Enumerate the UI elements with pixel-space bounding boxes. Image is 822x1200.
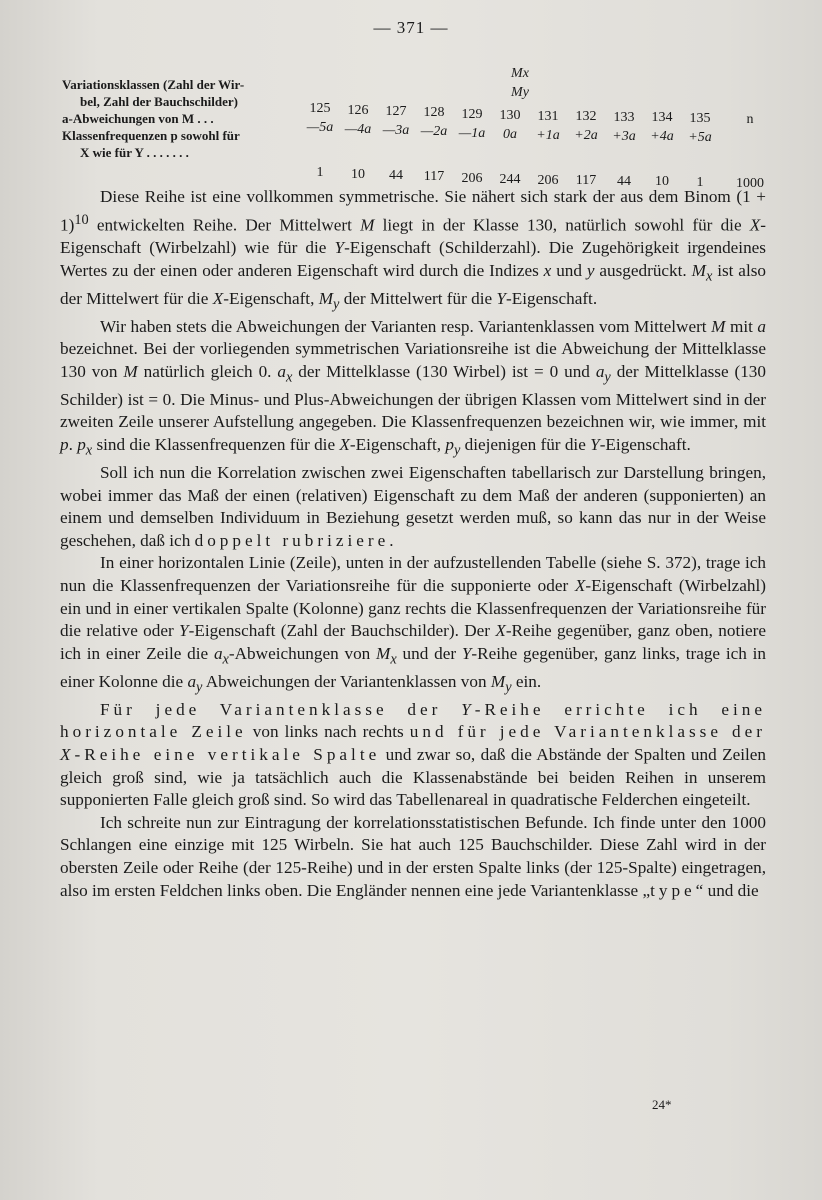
table-cell: n bbox=[746, 112, 754, 127]
table-cell: 135 bbox=[689, 110, 711, 126]
table-cell: 131 bbox=[537, 108, 559, 124]
table-cell: 206 bbox=[537, 172, 559, 188]
table-cell: +2a bbox=[574, 128, 598, 144]
table-cell: 44 bbox=[617, 173, 631, 189]
paragraph: Soll ich nun die Korrelation zwischen zwei Eigenschaften tabellarisch zur Darstellung bringen, wobei immer das Maß der einen (relativen) Eigenschaft zu dem Maß der anderen (supponierten) an einem und demselben Individuum in Beziehung gesetzt werden muß, so kann das nur in der Weise geschehen, daß ich doppelt rubriziere. bbox=[60, 463, 766, 550]
table-row-labels bbox=[62, 76, 312, 161]
table-cell: 244 bbox=[499, 171, 521, 187]
table-label: X wie für Y . . . . . . . bbox=[80, 145, 189, 160]
table-cell: 10 bbox=[351, 166, 365, 182]
table-cell: +3a bbox=[612, 128, 636, 144]
table-cell: —1a bbox=[458, 125, 486, 141]
paragraph: In einer horizontalen Linie (Zeile), unten in der aufzustellenden Tabelle (siehe S. 372), trage ich nun die Klassenfrequenzen der Variationsreihe für die supponierte oder X-Eigenschaft (Wirbelzahl) ein und in einer vertikalen Spalte (Kolonne) ganz rechts die Klassenfrequenzen der Variationsreihe für die relative oder Y-Eigenschaft (Zahl der Bauchschilder). Der X-Reihe gegenüber, ganz oben, notiere ich in einer Zeile die $a_x$-Abweichungen von $M_x$ und der Y-Reihe gegenüber, ganz links, trage ich in einer Kolonne die $a_y$ Abweichungen der Variantenklassen von $M_y$ ein. bbox=[60, 553, 766, 696]
table-cell: —3a bbox=[382, 123, 410, 139]
table-cell: 127 bbox=[385, 104, 407, 120]
table-cell: 132 bbox=[575, 109, 597, 125]
paragraph: Wir haben stets die Abweichungen der Varianten resp. Variantenklassen vom Mittelwert M mit a bezeichnet. Bei der vorliegenden symmetrischen Variationsreihe ist die Abweichung der Mittelklasse 130 von M natürlich gleich 0. $a_x$ der Mittelklasse (130 Wirbel) ist = 0 und $a_y$ der Mittelklasse (130 Schilder) ist = 0. Die Minus- und Plus-Abweichungen der übrigen Klassen vom Mittelwert sind in der zweiten Zeile unserer Aufstellung angegeben. Die Klassenfrequenzen bezeichnen wir, wie immer, mit p. $p_x$ sind die Klassenfrequenzen für die X-Eigenschaft, $p_y$ diejenigen für die Y-Eigenschaft. bbox=[60, 316, 766, 459]
paragraph: Diese Reihe ist eine vollkommen symmetrische. Sie nähert sich stark der aus dem Binom $(1 + 1)^{10}$ entwickelten Reihe. Der Mittelwert M liegt in der Klasse 130, natürlich sowohl für die X-Eigenschaft (Wirbelzahl) wie für die Y-Eigenschaft (Schilderzahl). Die Zugehörigkeit irgendeines Wertes zu der einen oder anderen Eigenschaft wird durch die Indizes x und y ausgedrückt. $M_x$ ist also der Mittelwert für die X-Eigenschaft, $M_y$ der Mittelwert für die Y-Eigenschaft. bbox=[60, 187, 766, 312]
table-label: Variationsklassen (Zahl der Wir- bbox=[62, 77, 245, 92]
table-cell: 128 bbox=[423, 105, 445, 121]
table-cell: 0a bbox=[503, 126, 517, 142]
table-label: bel, Zahl der Bauchschilder) bbox=[80, 94, 238, 109]
table-cell: 130 bbox=[499, 107, 521, 123]
table-cell: 1 bbox=[696, 174, 704, 190]
table-cell: 1000 bbox=[736, 176, 764, 191]
table-cell: —2a bbox=[420, 124, 448, 140]
table-cell: 1 bbox=[316, 165, 324, 180]
table-cell: 129 bbox=[461, 106, 483, 122]
table-cell: —4a bbox=[344, 121, 372, 137]
body-text bbox=[60, 186, 766, 902]
page-number: — 371 — bbox=[373, 18, 449, 37]
table-cell: 44 bbox=[389, 168, 403, 184]
table-cell: 117 bbox=[575, 173, 597, 189]
paragraph: Ich schreite nun zur Eintragung der korrelationsstatistischen Befunde. Ich finde unter den 1000 Schlangen eine einzige mit 125 Wirbeln. Sie hat auch 125 Bauchschilder. Diese Zahl wird in der obersten Zeile oder Reihe (der 125-Reihe) und in der ersten Spalte links (der 125-Spalte) eingetragen, also im ersten Feldchen links oben. Die Engländer nennen eine jede Variantenklasse „type“ und die bbox=[60, 812, 766, 900]
table-cell: 134 bbox=[651, 110, 673, 126]
table-cell: 126 bbox=[347, 102, 369, 118]
class-row bbox=[300, 101, 770, 127]
table-cell: 10 bbox=[655, 174, 669, 190]
paragraph: Für jede Variantenklasse der Y-Reihe errichte ich eine horizontale Zeile von links nach rechts und für jede Variantenklasse der X-Reihe eine vertikale Spalte und zwar so, daß die Abstände der Spalten und Zeilen gleich groß sind, wie ja tatsächlich auch die Klassenabstände bei beiden Reihen in unserem supponierten Falle gleich groß sind. So wird das Tabellenareal in quadratische Felderchen eingeteilt. bbox=[60, 699, 767, 810]
table-cell: +4a bbox=[650, 129, 674, 145]
table-cell: 206 bbox=[461, 170, 483, 186]
table-cell: 133 bbox=[613, 109, 635, 125]
mean-markers bbox=[500, 64, 540, 102]
table-cell: 117 bbox=[423, 169, 445, 185]
table-cell: —5a bbox=[306, 120, 334, 135]
mean-x-label: Mx bbox=[511, 66, 529, 81]
table-cell: +1a bbox=[536, 127, 560, 143]
table-cell: 125 bbox=[309, 101, 331, 116]
table-label: Klassenfrequenzen p sowohl für bbox=[62, 128, 240, 143]
table-label: a-Abweichungen von M . . . bbox=[62, 111, 214, 126]
signature-mark: 24* bbox=[652, 1097, 672, 1112]
deviation-row bbox=[300, 120, 770, 145]
mean-y-label: My bbox=[511, 85, 529, 100]
frequency-row bbox=[300, 165, 770, 191]
table-cell: +5a bbox=[688, 129, 712, 145]
